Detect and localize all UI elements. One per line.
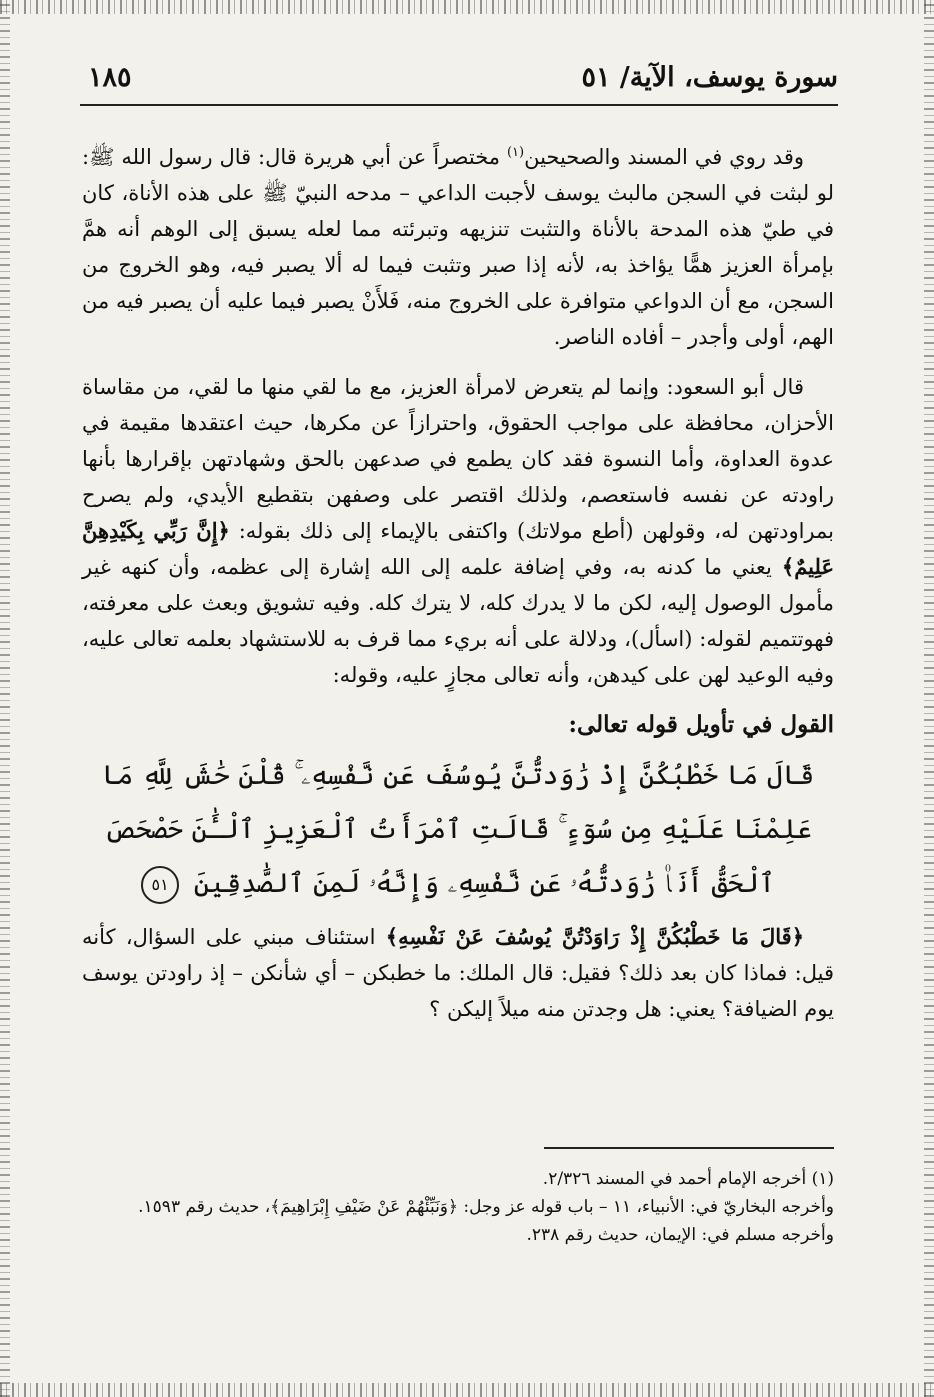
paragraph-text: مختصراً عن أبي هريرة قال: قال رسول الله ﷺ: لو لبثت في السجن مالبث يوسف لأجبت الداعي – مدحه النبيّ ﷺ على هذه الأناة، كان في طيّ هذه المدحة بالأناة والتثبت تنزيهه وتبرئته مما لعله يسبق إلى الوهم أنه همَّ بإمرأة العزيز همًّا يؤاخذ به، لأنه إذا صبر وتثبت فيما له ألا يصبر فيه، وهو الخروج من السجن، مع أن الدواعي متوافرة على الخروج منه، فَلأَنْ يصبر فيما عليه أن يصبر فيه من الهم، أولى وأجدر – أفاده الناصر. bbox=[82, 145, 834, 349]
page-header bbox=[80, 56, 838, 106]
paragraph bbox=[82, 369, 834, 693]
footnote-line: وأخرجه البخاريّ في: الأنبياء، ١١ – باب قوله عز وجل: ﴿وَنَبِّئْهُمْ عَنْ ضَيْفِ إِبْرَاهِيمَ﴾، حديث رقم ١٥٩٣. bbox=[138, 1197, 834, 1217]
running-title: سورة يوسف، الآية/ ٥١ bbox=[581, 62, 838, 93]
footnote-divider bbox=[544, 1147, 834, 1149]
section-heading: القول في تأويل قوله تعالى: bbox=[568, 711, 834, 738]
decorative-border-top bbox=[0, 0, 934, 14]
quran-verse: قَالَ مَا خَطْبُكُنَّ إِذْ رَٰوَدتُّنَّ يُوسُفَ عَن نَّفْسِهِۦ ۚ قُلْنَ حَٰشَ لِلَّهِ مَا عَلِمْنَا عَلَيْهِ مِن سُوٓءٍ ۚ قَالَتِ ٱمْرَأَتُ ٱلْعَزِيزِ ٱلْـَٰٔنَ حَصْحَصَ ٱلْحَقُّ أَنَا۠ رَٰوَدتُّهُۥ عَن نَّفْسِهِۦ وَإِنَّهُۥ لَمِنَ ٱلصَّٰدِقِينَ bbox=[101, 760, 815, 899]
decorative-border-left bbox=[0, 0, 10, 1397]
header-divider bbox=[80, 104, 838, 106]
page-number: ١٨٥ bbox=[88, 62, 132, 93]
tafsir-text: استئناف مبني على السؤال، كأنه قيل: فماذا كان بعد ذلك؟ فقيل: قال الملك: ما خطبكن – أي شأنكن – إذ راودتن يوسف يوم الضيافة؟ يعني: هل وجدتن منه ميلاً إليكن ؟ bbox=[82, 925, 834, 1021]
quran-quote: ﴿إِنَّ رَبِّي بِكَيْدِهِنَّ عَلِيمٌ﴾ bbox=[82, 518, 834, 579]
paragraph-text: وقد روي في المسند والصحيحين bbox=[524, 145, 804, 169]
decorative-border-right bbox=[924, 0, 934, 1397]
decorative-border-bottom bbox=[0, 1383, 934, 1397]
footnote-line: وأخرجه مسلم في: الإيمان، حديث رقم ٢٣٨. bbox=[526, 1225, 834, 1245]
main-text bbox=[82, 135, 834, 1041]
tafsir-paragraph bbox=[82, 919, 834, 1027]
footnote-line: (١) أخرجه الإمام أحمد في المسند ٢/٣٢٦. bbox=[542, 1169, 834, 1189]
paragraph-text: قال أبو السعود: وإنما لم يتعرض لامرأة العزيز، مع ما لقي منها ما لقي، من مقاساة الأحزان، محافظة على مواجب الحقوق، واحترازاً عن مكرها، حيث اعتقدها مقيمة في عدوة العداوة، وأما النسوة فقد كان يطمع في صدعهن بالحق وشهادتهن بإقرارها بأنها راودته عن نفسه فاستعصم، ولذلك اقتصر على وصفهن بتقطيع الأيدي، ولم يصرح بمراودتهن له، وقولهن (أطع مولاتك) واكتفى بالإيماء إلى ذلك بقوله: bbox=[82, 375, 834, 543]
paragraph bbox=[82, 135, 834, 355]
ayah-number-badge: ٥١ bbox=[141, 866, 179, 904]
footnotes bbox=[82, 1165, 834, 1249]
paragraph-text: يعني ما كدنه به، وفي إضافة علمه إلى الله إشارة إلى عظمه، وأن كنهه غير مأمول الوصول إليه، لكن ما لا يدرك كله، لا يترك كله. وفيه تشويق وبعث على معرفته، فهوتتميم لقوله: (اسأل)، ودلالة على أنه بريء مما قرف به للاستشهاد بعلمه تعالى عليه، وفيه الوعيد لهن على كيدهن، وأنه تعالى مجازٍ عليه، وقوله: bbox=[82, 555, 834, 687]
quran-verse-block bbox=[82, 749, 834, 911]
quran-quote: ﴿قَالَ مَا خَطْبُكُنَّ إِذْ رَاوَدْتُنَّ يُوسُفَ عَنْ نَفْسِهِ﴾ bbox=[385, 924, 804, 949]
footnote-marker: (١) bbox=[506, 145, 525, 160]
